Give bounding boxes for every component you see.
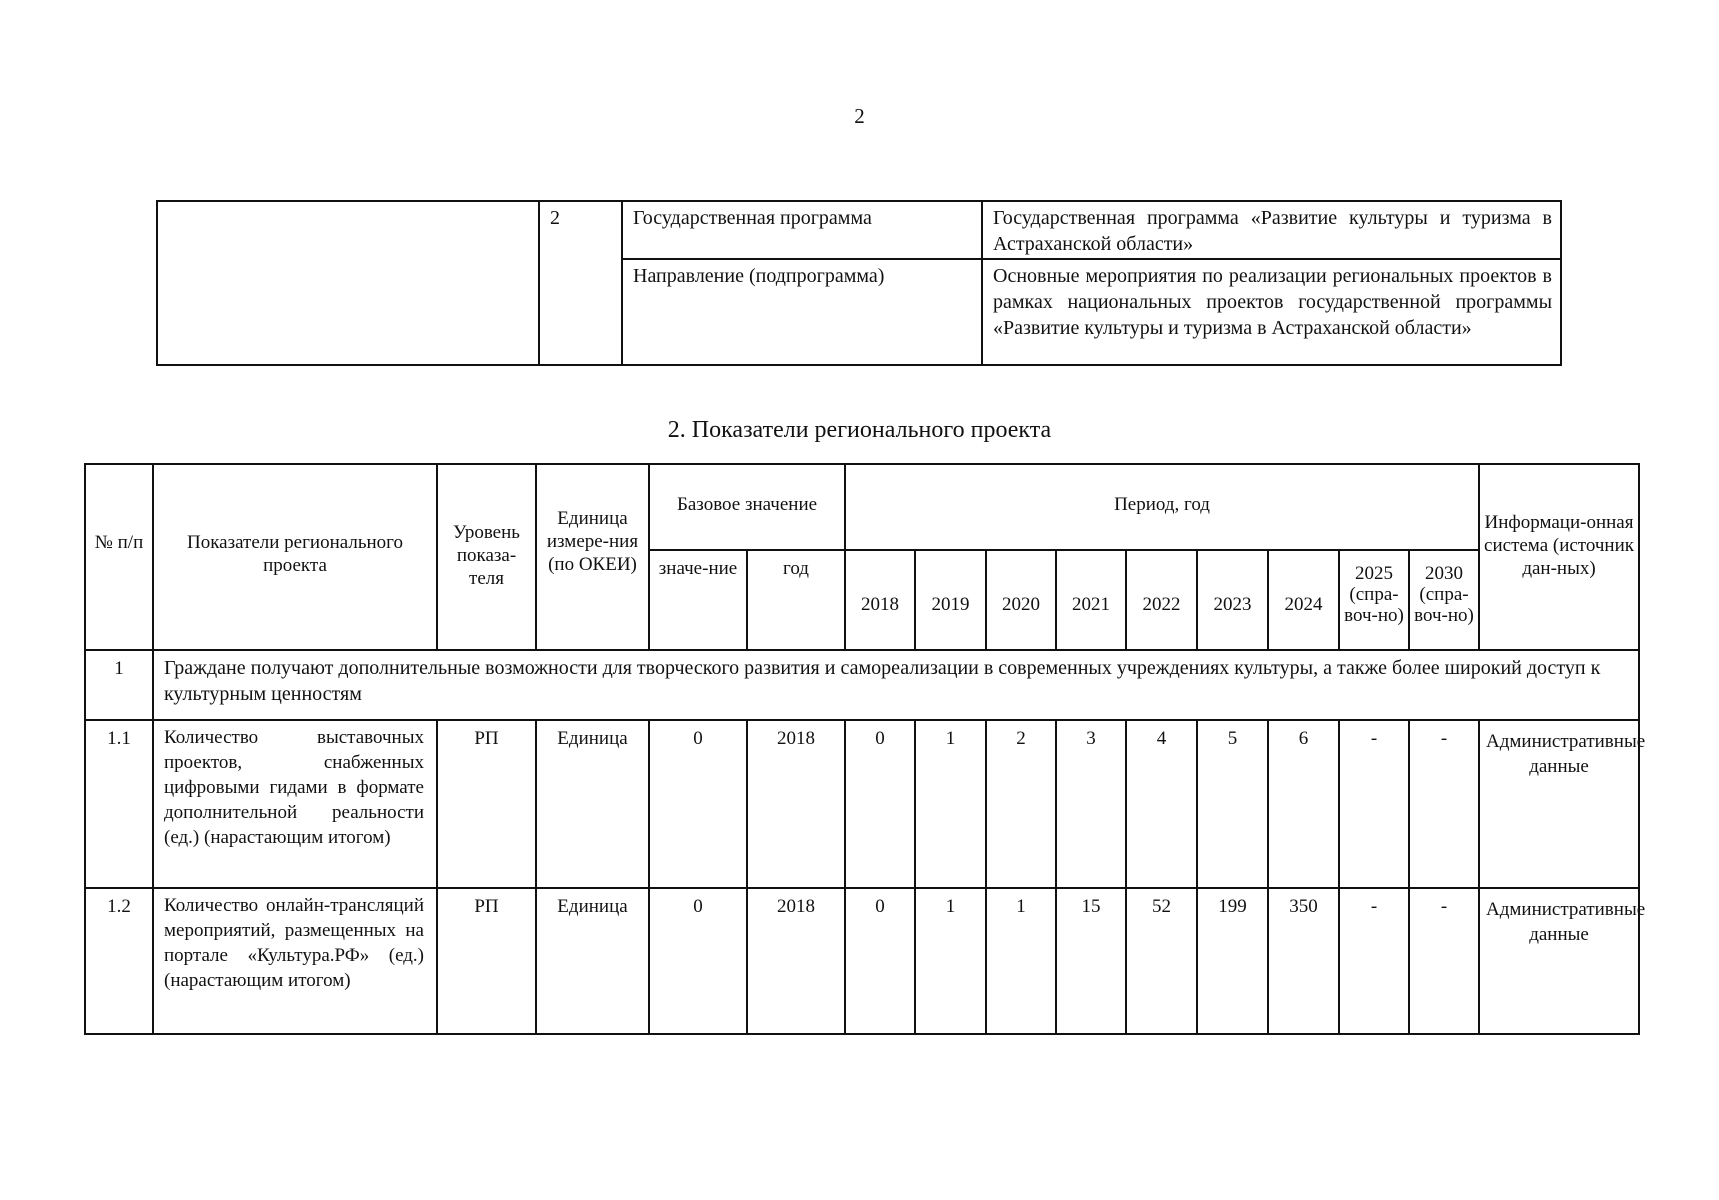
indicator-level: РП bbox=[437, 720, 536, 888]
col-header-base-value: значе-ние bbox=[649, 550, 747, 650]
year-value: 6 bbox=[1268, 720, 1339, 888]
col-header-number: № п/п bbox=[85, 464, 153, 650]
year-value: 0 bbox=[845, 720, 915, 888]
passport-table bbox=[156, 200, 1562, 366]
col-header-info: Информаци-онная система (источник дан-ных) bbox=[1479, 464, 1639, 650]
col-header-year: 2019 bbox=[915, 550, 986, 650]
year-value: 1 bbox=[986, 888, 1056, 1034]
header-row bbox=[85, 464, 1639, 550]
year-value: 1 bbox=[915, 720, 986, 888]
info-source: Административные данные bbox=[1479, 888, 1639, 1034]
goal-row bbox=[85, 650, 1639, 720]
passport-label: Государственная программа bbox=[622, 201, 982, 259]
ref-year-value: - bbox=[1409, 720, 1479, 888]
indicator-name: Количество выставочных проектов, снабженных цифровыми гидами в формате дополнительной реальности (ед.) (нарастающим итогом) bbox=[153, 720, 437, 888]
section-title: 2. Показатели регионального проекта bbox=[667, 417, 1052, 443]
indicator-level: РП bbox=[437, 888, 536, 1034]
year-value: 52 bbox=[1126, 888, 1197, 1034]
col-header-ref-year: 2025 (спра-воч-но) bbox=[1339, 550, 1409, 650]
col-header-year: 2018 bbox=[845, 550, 915, 650]
base-value: 0 bbox=[649, 720, 747, 888]
col-header-name: Показатели регионального проекта bbox=[153, 464, 437, 650]
year-value: 15 bbox=[1056, 888, 1126, 1034]
passport-empty-cell bbox=[157, 201, 539, 365]
year-value: 199 bbox=[1197, 888, 1268, 1034]
passport-value: Государственная программа «Развитие культуры и туризма в Астраханской области» bbox=[982, 201, 1561, 259]
indicator-name: Количество онлайн-трансляций мероприятий, размещенных на портале «Культура.РФ» (ед.) (нарастающим итогом) bbox=[153, 888, 437, 1034]
base-year: 2018 bbox=[747, 720, 845, 888]
base-year: 2018 bbox=[747, 888, 845, 1034]
col-header-year: 2023 bbox=[1197, 550, 1268, 650]
col-header-period: Период, год bbox=[845, 464, 1479, 550]
year-value: 1 bbox=[915, 888, 986, 1034]
indicator-unit: Единица bbox=[536, 720, 649, 888]
year-value: 350 bbox=[1268, 888, 1339, 1034]
ref-year-value: - bbox=[1339, 720, 1409, 888]
col-header-year: 2020 bbox=[986, 550, 1056, 650]
col-header-level: Уровень показа-теля bbox=[437, 464, 536, 650]
passport-value: Основные мероприятия по реализации региональных проектов в рамках национальных проектов государственной программы «Развитие культуры и туризма в Астраханской области» bbox=[982, 259, 1561, 365]
page-number: 2 bbox=[854, 104, 865, 128]
indicator-unit: Единица bbox=[536, 888, 649, 1034]
col-header-year: 2021 bbox=[1056, 550, 1126, 650]
ref-year-value: - bbox=[1409, 888, 1479, 1034]
table-row bbox=[85, 888, 1639, 1034]
goal-text: Граждане получают дополнительные возможности для творческого развития и самореализации в современных учреждениях культуры, а также более широкий доступ к культурным ценностям bbox=[153, 650, 1639, 720]
base-value: 0 bbox=[649, 888, 747, 1034]
year-value: 4 bbox=[1126, 720, 1197, 888]
passport-row bbox=[157, 201, 1561, 259]
row-number: 1.1 bbox=[85, 720, 153, 888]
year-value: 3 bbox=[1056, 720, 1126, 888]
year-value: 0 bbox=[845, 888, 915, 1034]
col-header-ref-year: 2030 (спра-воч-но) bbox=[1409, 550, 1479, 650]
year-value: 2 bbox=[986, 720, 1056, 888]
year-value: 5 bbox=[1197, 720, 1268, 888]
goal-number: 1 bbox=[85, 650, 153, 720]
passport-label: Направление (подпрограмма) bbox=[622, 259, 982, 365]
info-source: Административные данные bbox=[1479, 720, 1639, 888]
col-header-year: 2024 bbox=[1268, 550, 1339, 650]
ref-year-value: - bbox=[1339, 888, 1409, 1034]
col-header-year: 2022 bbox=[1126, 550, 1197, 650]
col-header-base: Базовое значение bbox=[649, 464, 845, 550]
col-header-unit: Единица измере-ния (по ОКЕИ) bbox=[536, 464, 649, 650]
indicators-table bbox=[84, 463, 1646, 1035]
passport-number: 2 bbox=[539, 201, 622, 365]
col-header-base-year: год bbox=[747, 550, 845, 650]
row-number: 1.2 bbox=[85, 888, 153, 1034]
table-row bbox=[85, 720, 1639, 888]
